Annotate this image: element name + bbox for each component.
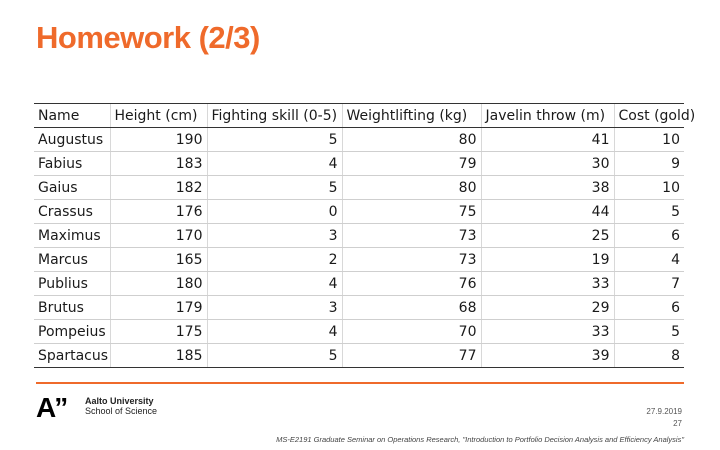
cell-fighting-skill: 4	[207, 272, 342, 296]
cell-weightlifting: 79	[342, 152, 481, 176]
cell-height: 180	[110, 272, 207, 296]
gladiator-table	[34, 103, 696, 368]
cell-name: Publius	[34, 272, 110, 296]
cell-cost: 6	[614, 296, 684, 320]
cell-height: 182	[110, 176, 207, 200]
col-header-javelin: Javelin throw (m)	[481, 104, 614, 128]
cell-fighting-skill: 5	[207, 344, 342, 368]
course-info: MS-E2191 Graduate Seminar on Operations Research, "Introduction to Portfolio Decision Analysis and Efficiency Analysis"	[276, 435, 684, 444]
cell-javelin: 38	[481, 176, 614, 200]
cell-height: 165	[110, 248, 207, 272]
table-row	[34, 320, 684, 344]
cell-javelin: 41	[481, 128, 614, 152]
cell-height: 179	[110, 296, 207, 320]
cell-weightlifting: 77	[342, 344, 481, 368]
cell-weightlifting: 80	[342, 128, 481, 152]
cell-javelin: 39	[481, 344, 614, 368]
cell-weightlifting: 73	[342, 248, 481, 272]
cell-cost: 10	[614, 128, 684, 152]
cell-fighting-skill: 4	[207, 320, 342, 344]
table-row	[34, 272, 684, 296]
cell-name: Marcus	[34, 248, 110, 272]
cell-cost: 5	[614, 200, 684, 224]
cell-height: 175	[110, 320, 207, 344]
cell-name: Crassus	[34, 200, 110, 224]
cell-name: Maximus	[34, 224, 110, 248]
table-row	[34, 296, 684, 320]
cell-javelin: 25	[481, 224, 614, 248]
cell-height: 170	[110, 224, 207, 248]
cell-javelin: 30	[481, 152, 614, 176]
cell-name: Spartacus	[34, 344, 110, 368]
cell-name: Brutus	[34, 296, 110, 320]
cell-cost: 9	[614, 152, 684, 176]
school-name: School of Science	[85, 406, 158, 416]
cell-javelin: 44	[481, 200, 614, 224]
university-name: Aalto University	[85, 396, 154, 406]
col-header-cost: Cost (gold)	[614, 104, 684, 128]
col-header-fighting-skill: Fighting skill (0-5)	[207, 104, 342, 128]
table-row	[34, 152, 684, 176]
page-number: 27	[673, 419, 682, 428]
table-row	[34, 344, 684, 368]
cell-weightlifting: 76	[342, 272, 481, 296]
cell-cost: 5	[614, 320, 684, 344]
col-header-height: Height (cm)	[110, 104, 207, 128]
col-header-weightlifting: Weightlifting (kg)	[342, 104, 481, 128]
cell-cost: 6	[614, 224, 684, 248]
cell-height: 176	[110, 200, 207, 224]
cell-fighting-skill: 3	[207, 224, 342, 248]
aalto-logo: A”	[36, 392, 67, 423]
cell-javelin: 19	[481, 248, 614, 272]
table-row	[34, 248, 684, 272]
cell-fighting-skill: 4	[207, 152, 342, 176]
footer-divider	[36, 382, 684, 384]
cell-height: 183	[110, 152, 207, 176]
cell-name: Pompeius	[34, 320, 110, 344]
cell-fighting-skill: 0	[207, 200, 342, 224]
table-row	[34, 176, 684, 200]
cell-name: Fabius	[34, 152, 110, 176]
cell-weightlifting: 80	[342, 176, 481, 200]
cell-javelin: 33	[481, 320, 614, 344]
slide-title: Homework (2/3)	[36, 20, 260, 55]
cell-fighting-skill: 2	[207, 248, 342, 272]
cell-weightlifting: 68	[342, 296, 481, 320]
cell-javelin: 29	[481, 296, 614, 320]
table-header-row	[34, 104, 684, 128]
cell-cost: 4	[614, 248, 684, 272]
cell-fighting-skill: 3	[207, 296, 342, 320]
data-table-container	[34, 103, 696, 368]
cell-cost: 10	[614, 176, 684, 200]
table-row	[34, 224, 684, 248]
cell-height: 190	[110, 128, 207, 152]
cell-cost: 8	[614, 344, 684, 368]
slide-date: 27.9.2019	[646, 407, 682, 416]
cell-name: Augustus	[34, 128, 110, 152]
cell-name: Gaius	[34, 176, 110, 200]
table-row	[34, 128, 684, 152]
cell-height: 185	[110, 344, 207, 368]
col-header-name: Name	[34, 104, 110, 128]
cell-weightlifting: 73	[342, 224, 481, 248]
cell-cost: 7	[614, 272, 684, 296]
table-row	[34, 200, 684, 224]
cell-fighting-skill: 5	[207, 128, 342, 152]
cell-javelin: 33	[481, 272, 614, 296]
cell-fighting-skill: 5	[207, 176, 342, 200]
cell-weightlifting: 75	[342, 200, 481, 224]
cell-weightlifting: 70	[342, 320, 481, 344]
